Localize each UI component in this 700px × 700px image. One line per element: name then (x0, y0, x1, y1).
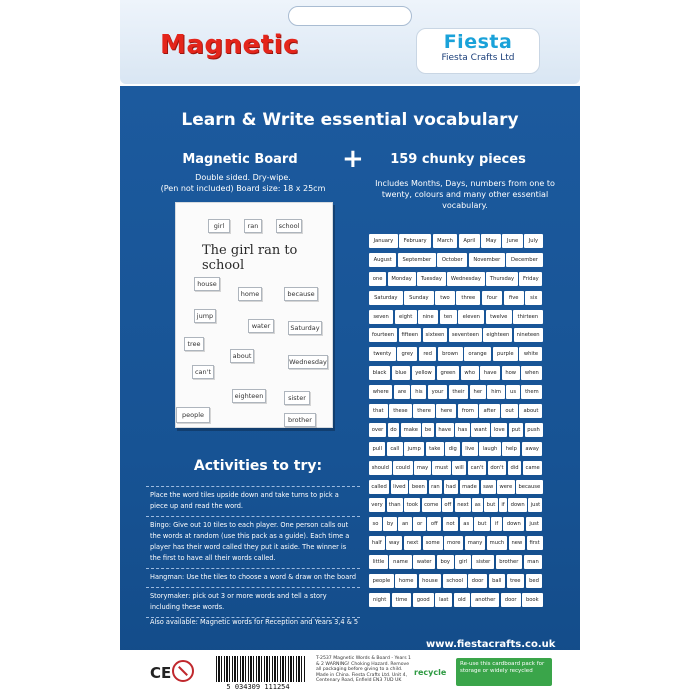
magnetic-whiteboard (175, 202, 333, 428)
word-tile: out (501, 404, 518, 418)
word-tile: off (427, 517, 441, 531)
word-tile: night (369, 593, 390, 607)
word-tile: have (480, 366, 500, 380)
word-tile: little (369, 555, 388, 569)
word-tile: eleven (458, 310, 484, 324)
tile-row (369, 347, 544, 361)
word-tile: brother (496, 555, 523, 569)
word-tile: do (388, 423, 400, 437)
word-tile: Saturday (369, 291, 403, 305)
word-tile: but (484, 498, 497, 512)
word-tile: November (469, 253, 505, 267)
board-tile: sister (284, 391, 310, 405)
word-tile: just (526, 517, 543, 531)
word-tiles-grid (369, 234, 544, 614)
word-tile: next (455, 498, 471, 512)
word-tile: more (444, 536, 463, 550)
word-tile: October (437, 253, 467, 267)
word-tile: her (470, 385, 486, 399)
word-tile: nineteen (514, 328, 543, 342)
also-available-text: Also available: Magnetic words for Reception and Years 3,4 & 5 (150, 618, 359, 626)
logo-subtitle: Fiesta Crafts Ltd (441, 53, 515, 63)
word-tile: orange (464, 347, 491, 361)
word-tile: had (444, 480, 459, 494)
word-tile: than (387, 498, 403, 512)
word-tile: who (461, 366, 479, 380)
word-tile: another (471, 593, 499, 607)
word-tile: ball (489, 574, 505, 588)
word-tile: girl (455, 555, 471, 569)
word-tile: because (516, 480, 543, 494)
barcode-number: 5 034309 111254 (226, 683, 290, 691)
word-tile: has (455, 423, 470, 437)
word-tile: laugh (479, 442, 500, 456)
word-tile: dig (445, 442, 460, 456)
word-tile: one (369, 272, 386, 286)
word-tile: took (404, 498, 420, 512)
tile-row (369, 404, 544, 418)
activity-item: Storymaker: pick out 3 or more words and tell a story including these words. (146, 588, 360, 618)
word-tile: your (428, 385, 447, 399)
word-tile: brown (438, 347, 463, 361)
word-tile: if (499, 498, 507, 512)
word-tile: call (387, 442, 403, 456)
word-tile: must (432, 461, 451, 475)
word-tile: Thursday (486, 272, 518, 286)
activity-item: Bingo: Give out 10 tiles to each player. One person calls out the words at random (use this pack as a guide). Each time a player has their word called they put it aside. The winner is the first to have all their words called. (146, 517, 360, 569)
word-tile: fifteen (399, 328, 422, 342)
word-tile: when (521, 366, 542, 380)
word-tile: half (369, 536, 385, 550)
word-tile: purple (493, 347, 518, 361)
word-tile: live (462, 442, 478, 456)
word-tile: Sunday (404, 291, 434, 305)
word-tile: come (422, 498, 441, 512)
word-tile: four (482, 291, 503, 305)
word-tile: want (471, 423, 489, 437)
word-tile: May (481, 234, 501, 248)
word-tile: man (524, 555, 543, 569)
word-tile: June (502, 234, 522, 248)
tile-row (369, 234, 544, 248)
word-tile: blue (392, 366, 411, 380)
tile-row (369, 461, 544, 475)
word-tile: were (497, 480, 514, 494)
header (120, 0, 580, 84)
word-tile: many (465, 536, 485, 550)
word-tile: where (369, 385, 392, 399)
tile-row (369, 536, 544, 550)
word-tile: don't (488, 461, 507, 475)
word-tile: fourteen (369, 328, 397, 342)
word-tile: made (460, 480, 480, 494)
word-tile: how (502, 366, 520, 380)
word-tile: first (527, 536, 543, 550)
board-desc-line1: Double sided. Dry-wipe. (195, 173, 291, 182)
word-tile: January (369, 234, 398, 248)
word-tile: down (503, 517, 524, 531)
board-tile: girl (208, 219, 230, 233)
word-tile: pull (369, 442, 385, 456)
website-link[interactable]: www.fiestacrafts.co.uk (426, 639, 556, 650)
word-tile: door (501, 593, 521, 607)
word-tile: last (435, 593, 452, 607)
board-desc-line2: (Pen not included) Board size: 18 x 25cm (160, 184, 326, 193)
activity-item: Place the word tiles upside down and take turns to pick a piece up and read the word. (146, 487, 360, 517)
word-tile: July (524, 234, 542, 248)
word-tile: could (393, 461, 413, 475)
reuse-notice: Re-use this cardboard pack for storage or widely recycled (456, 658, 552, 686)
word-tile: love (491, 423, 507, 437)
board-tile: eighteen (232, 389, 266, 403)
word-tile: book (522, 593, 543, 607)
word-tile: way (386, 536, 402, 550)
tile-row (369, 480, 544, 494)
word-tile: name (389, 555, 411, 569)
word-tile: us (506, 385, 520, 399)
word-tile: ten (440, 310, 457, 324)
tile-row (369, 366, 544, 380)
word-tile: nine (418, 310, 438, 324)
tile-row (369, 310, 544, 324)
word-tile: as (472, 498, 482, 512)
word-tile: lived (391, 480, 408, 494)
word-tile: twenty (369, 347, 396, 361)
word-tile: house (419, 574, 442, 588)
fiesta-logo (416, 28, 540, 74)
tile-row (369, 517, 544, 531)
tile-row (369, 423, 544, 437)
headline: Learn & Write essential vocabulary (181, 110, 519, 130)
board-tile: jump (194, 309, 216, 323)
word-tile: jump (404, 442, 424, 456)
barcode (206, 656, 310, 692)
tile-row (369, 385, 544, 399)
word-tile: if (491, 517, 501, 531)
word-tile: black (369, 366, 390, 380)
word-tile: white (519, 347, 542, 361)
tile-row (369, 555, 544, 569)
board-tile: house (194, 277, 220, 291)
word-tile: eighteen (483, 328, 512, 342)
word-tile: Wednesday (447, 272, 485, 286)
word-tile: about (519, 404, 542, 418)
word-tile: been (409, 480, 427, 494)
word-tile: good (413, 593, 434, 607)
word-tile: Monday (388, 272, 416, 286)
tile-row (369, 574, 544, 588)
hang-hole (288, 6, 412, 26)
word-tile: ran (429, 480, 442, 494)
word-tile: may (414, 461, 431, 475)
word-tile: be (422, 423, 434, 437)
product-card (120, 0, 580, 700)
word-tile: green (437, 366, 459, 380)
word-tile: Friday (519, 272, 542, 286)
word-tile: August (369, 253, 396, 267)
word-tile: bed (526, 574, 543, 588)
tile-row (369, 498, 544, 512)
board-tile: tree (184, 337, 204, 351)
word-tile: just (528, 498, 542, 512)
footer (120, 650, 580, 700)
word-tile: him (487, 385, 504, 399)
word-tile: eight (395, 310, 417, 324)
word-tile: April (459, 234, 480, 248)
word-tile: called (369, 480, 389, 494)
word-tile: are (394, 385, 410, 399)
word-tile: February (399, 234, 431, 248)
main-panel (120, 86, 580, 700)
word-tile: from (458, 404, 478, 418)
tile-row (369, 328, 544, 342)
word-tile: seven (369, 310, 393, 324)
word-tile: door (468, 574, 487, 588)
barcode-bars (216, 656, 306, 682)
word-tile: thirteen (513, 310, 542, 324)
word-tile: new (509, 536, 526, 550)
word-tile: an (398, 517, 412, 531)
word-tile: there (413, 404, 435, 418)
board-tile: can't (192, 365, 214, 379)
word-tile: twelve (486, 310, 512, 324)
word-tile: people (369, 574, 394, 588)
word-tile: push (525, 423, 543, 437)
word-tile: that (369, 404, 388, 418)
word-tile: December (506, 253, 542, 267)
plus-sign: + (342, 144, 364, 174)
word-tile: his (411, 385, 426, 399)
word-tile: September (398, 253, 436, 267)
word-tile: by (383, 517, 396, 531)
pieces-title: 159 chunky pieces (390, 152, 526, 167)
word-tile: will (452, 461, 466, 475)
board-tile: about (230, 349, 254, 363)
recycle-icon: recycle (414, 668, 447, 677)
word-tile: off (442, 498, 453, 512)
word-tile: over (369, 423, 386, 437)
word-tile: take (426, 442, 444, 456)
word-tile: yellow (412, 366, 436, 380)
age-warning-icon (172, 660, 194, 682)
word-tile: came (523, 461, 543, 475)
word-tile: next (404, 536, 421, 550)
board-tile: ran (244, 219, 262, 233)
word-tile: have (436, 423, 454, 437)
word-tile: three (456, 291, 480, 305)
word-tile: their (449, 385, 469, 399)
word-tile: sixteen (423, 328, 448, 342)
board-tile: people (176, 407, 210, 423)
tile-row (369, 291, 544, 305)
word-tile: Tuesday (417, 272, 446, 286)
activities-list (146, 486, 360, 618)
word-tile: here (436, 404, 456, 418)
word-tile: two (435, 291, 455, 305)
board-tile: water (248, 319, 274, 333)
word-tile: these (389, 404, 412, 418)
word-tile: March (433, 234, 458, 248)
activity-item: Hangman: Use the tiles to choose a word & draw on the board (146, 569, 360, 588)
word-tile: time (392, 593, 412, 607)
tile-row (369, 593, 544, 607)
word-tile: tree (507, 574, 525, 588)
word-tile: not (443, 517, 459, 531)
word-tile: much (487, 536, 507, 550)
logo-name: Fiesta (443, 31, 513, 53)
word-tile: water (413, 555, 435, 569)
board-tile: Saturday (288, 321, 322, 335)
word-tile: saw (481, 480, 496, 494)
tile-row (369, 253, 544, 267)
word-tile: put (509, 423, 523, 437)
tile-row (369, 442, 544, 456)
word-tile: seventeen (449, 328, 482, 342)
word-tile: make (401, 423, 421, 437)
word-tile: but (474, 517, 490, 531)
word-tile: home (395, 574, 417, 588)
board-title: Magnetic Board (182, 152, 298, 167)
board-tile: school (276, 219, 302, 233)
word-tile: some (423, 536, 443, 550)
word-tile: can't (468, 461, 486, 475)
word-tile: should (369, 461, 392, 475)
brand-title: Magnetic (160, 30, 299, 60)
word-tile: sister (472, 555, 494, 569)
word-tile: as (460, 517, 473, 531)
word-tile: boy (437, 555, 454, 569)
ce-mark: CE (150, 664, 172, 682)
board-tile: because (284, 287, 318, 301)
handwritten-sentence: The girl ran to school (202, 243, 298, 273)
word-tile: so (369, 517, 382, 531)
board-tile: brother (284, 413, 316, 427)
word-tile: help (502, 442, 520, 456)
word-tile: down (508, 498, 527, 512)
pieces-description: Includes Months, Days, numbers from one to twenty, colours and many other essential vocabulary. (375, 179, 555, 210)
board-tile: Wednesday (288, 355, 328, 369)
board-description (148, 172, 338, 194)
activities-title: Activities to try: (193, 458, 323, 474)
word-tile: grey (397, 347, 417, 361)
word-tile: red (419, 347, 436, 361)
word-tile: after (479, 404, 499, 418)
word-tile: away (522, 442, 543, 456)
word-tile: six (525, 291, 542, 305)
word-tile: very (369, 498, 385, 512)
warning-text: T-2537 Magnetic Words & Board - Years 1 & 2 WARNING! Choking Hazard. Remove all packaging before giving to a child. Made in China. Fiesta Crafts Ltd. Unit 4, Centenary Road, Enfield EN3 7UD UK (316, 656, 411, 684)
word-tile: old (454, 593, 470, 607)
tile-row (369, 272, 544, 286)
board-tile: home (238, 287, 262, 301)
word-tile: or (413, 517, 425, 531)
word-tile: them (521, 385, 542, 399)
word-tile: did (508, 461, 521, 475)
word-tile: school (443, 574, 467, 588)
word-tile: five (504, 291, 524, 305)
